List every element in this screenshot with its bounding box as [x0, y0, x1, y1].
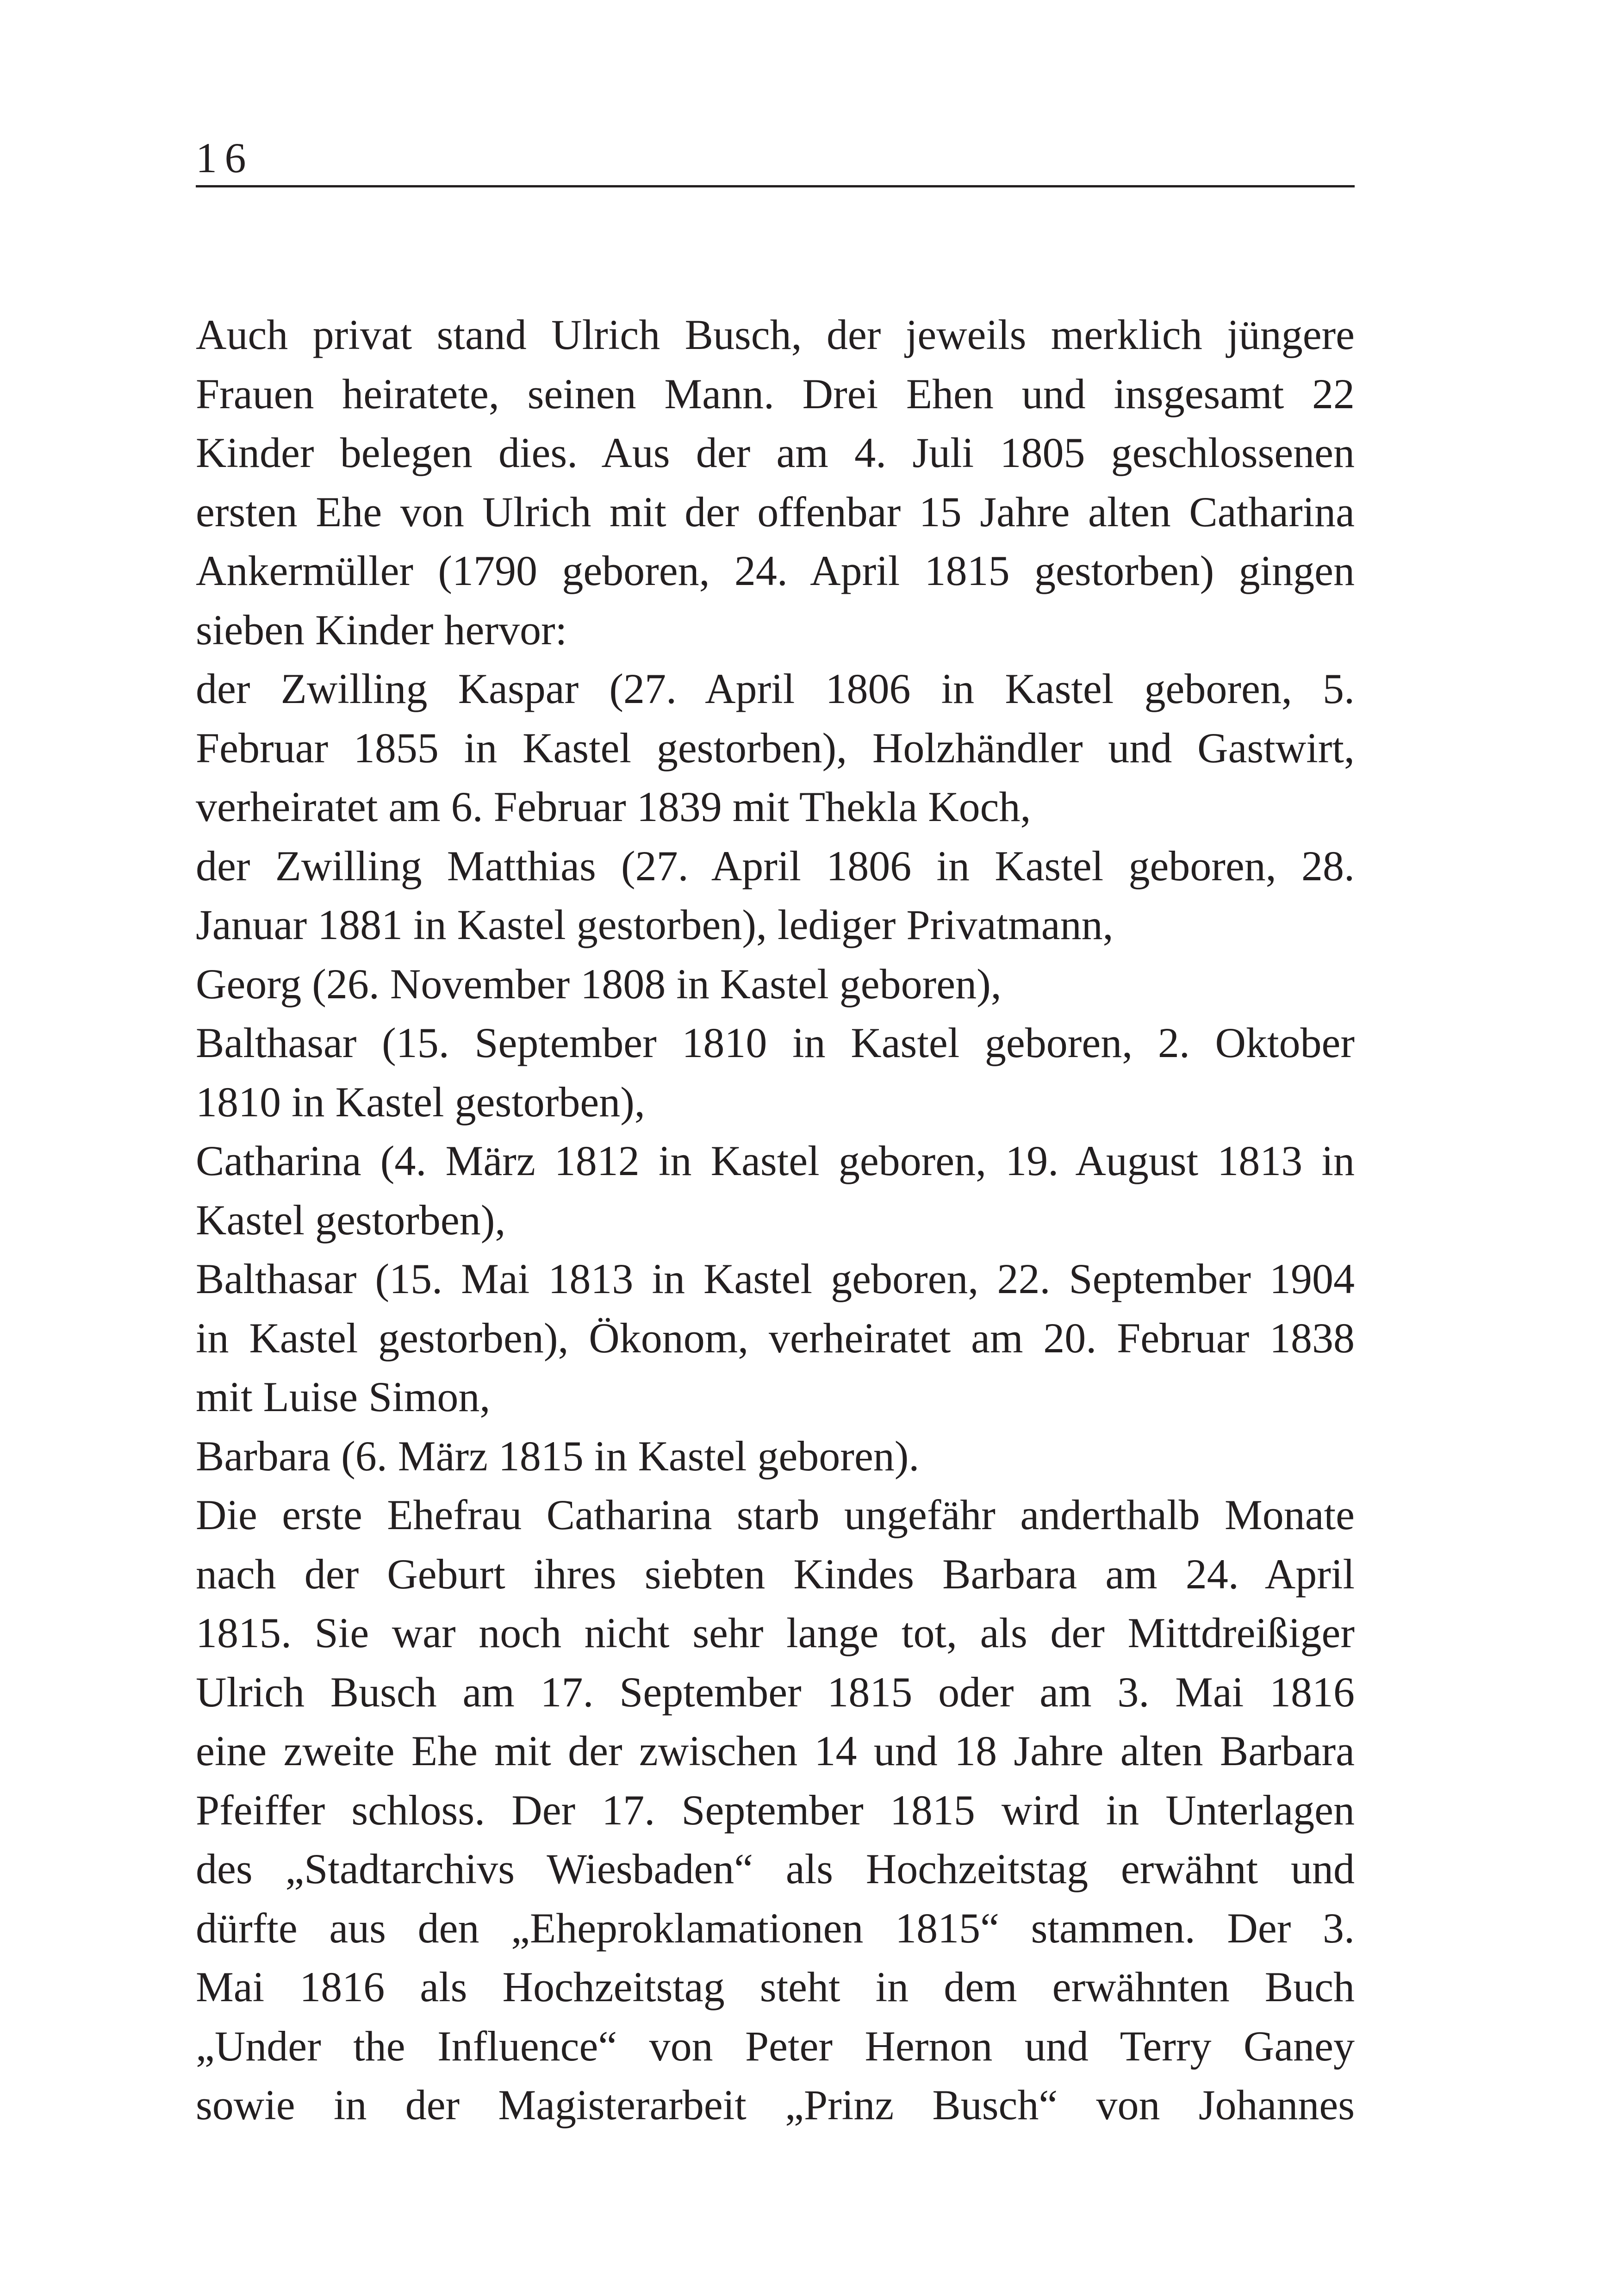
text-line: Georg (26. November 1808 in Kastel geboren),: [196, 960, 1002, 1008]
text-line: Barbara (6. März 1815 in Kastel geboren).: [196, 1432, 920, 1480]
text-line: 1815. Sie war noch nicht sehr lange tot, als der Mittdreißiger: [196, 1609, 1355, 1656]
text-line: Frauen heiratete, seinen Mann. Drei Ehen und insgesamt 22: [196, 370, 1355, 417]
text-line: Ulrich Busch am 17. September 1815 oder am 3. Mai 1816: [196, 1668, 1355, 1716]
text-line: verheiratet am 6. Februar 1839 mit Thekla Koch,: [196, 783, 1031, 830]
text-line: 1810 in Kastel gestorben),: [196, 1078, 645, 1126]
text-line: Auch privat stand Ulrich Busch, der jeweils merklich jüngere: [196, 311, 1355, 358]
text-line: Kinder belegen dies. Aus der am 4. Juli 1805 geschlossenen: [196, 429, 1355, 476]
text-line: Balthasar (15. Mai 1813 in Kastel geboren, 22. September 1904: [196, 1255, 1355, 1302]
text-line: eine zweite Ehe mit der zwischen 14 und 18 Jahre alten Barbara: [196, 1727, 1355, 1774]
page-number: 16: [196, 134, 254, 181]
text-line: sieben Kinder hervor:: [196, 606, 567, 653]
text-line: der Zwilling Kaspar (27. April 1806 in Kastel geboren, 5.: [196, 665, 1355, 712]
text-line: Ankermüller (1790 geboren, 24. April 1815 gestorben) gingen: [196, 547, 1355, 594]
text-line: ersten Ehe von Ulrich mit der offenbar 15 Jahre alten Catharina: [196, 488, 1355, 535]
text-line: Balthasar (15. September 1810 in Kastel geboren, 2. Oktober: [196, 1019, 1355, 1066]
text-line: „Under the Influence“ von Peter Hernon und Terry Ganey: [196, 2022, 1355, 2070]
text-line: Februar 1855 in Kastel gestorben), Holzhändler und Gastwirt,: [196, 724, 1355, 772]
text-line: Die erste Ehefrau Catharina starb ungefähr anderthalb Monate: [196, 1491, 1355, 1538]
body-text: [196, 305, 1355, 2135]
text-line: Mai 1816 als Hochzeitstag steht in dem erwähnten Buch: [196, 1963, 1355, 2010]
text-line: Kastel gestorben),: [196, 1196, 506, 1244]
text-line: der Zwilling Matthias (27. April 1806 in Kastel geboren, 28.: [196, 842, 1355, 890]
text-line: in Kastel gestorben), Ökonom, verheiratet am 20. Februar 1838: [196, 1314, 1355, 1362]
text-line: Catharina (4. März 1812 in Kastel geboren, 19. August 1813 in: [196, 1137, 1355, 1184]
text-line: nach der Geburt ihres siebten Kindes Barbara am 24. April: [196, 1550, 1355, 1598]
text-line: mit Luise Simon,: [196, 1373, 491, 1420]
text-line: Pfeiffer schloss. Der 17. September 1815 wird in Unterlagen: [196, 1786, 1355, 1834]
text-line: dürfte aus den „Eheproklamationen 1815“ stammen. Der 3.: [196, 1904, 1355, 1952]
text-line: des „Stadtarchivs Wiesbaden“ als Hochzeitstag erwähnt und: [196, 1845, 1355, 1892]
text-line: sowie in der Magisterarbeit „Prinz Busch“ von Johannes: [196, 2081, 1355, 2128]
header-rule: [196, 185, 1355, 187]
text-line: Januar 1881 in Kastel gestorben), lediger Privatmann,: [196, 901, 1114, 948]
